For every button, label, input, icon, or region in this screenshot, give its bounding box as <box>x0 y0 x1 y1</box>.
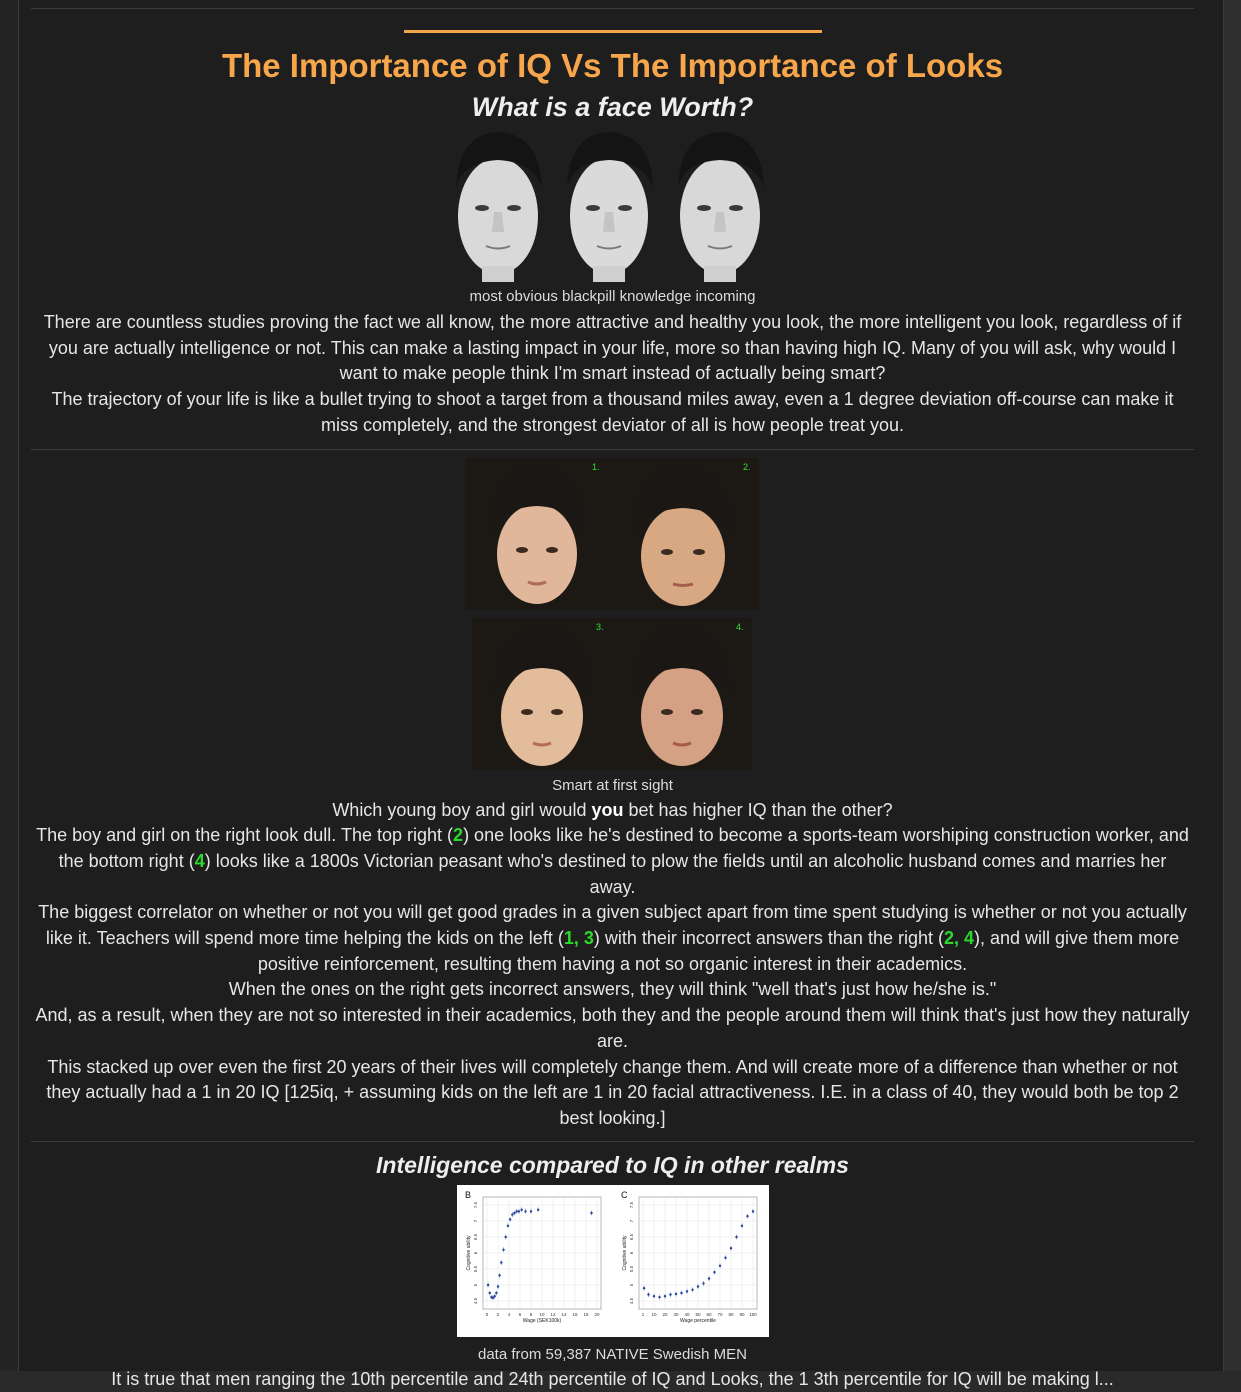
dull-ref-2: 2 <box>453 825 464 846</box>
iq-wage-charts <box>457 1185 769 1337</box>
chart-panel-label: B <box>464 1189 471 1200</box>
chart-point <box>740 1224 742 1226</box>
chart-point <box>652 1295 654 1297</box>
grades-ref-right: 2, 4 <box>943 928 975 949</box>
chart-x-tick-label: 10 <box>538 1311 545 1317</box>
kids-caption: Smart at first sight <box>552 776 673 794</box>
chart-point <box>488 1291 490 1293</box>
chart-y-tick-label: 7 <box>628 1219 634 1222</box>
grades-ref-left: 1, 3 <box>563 928 594 949</box>
question-text-b: bet has higher IQ than the other? <box>623 799 893 820</box>
chart-y-tick-label: 5 <box>628 1283 634 1286</box>
stacked-paragraph: This stacked up over even the first 20 years of their lives will completely change them. And will create more of a difference than whether or not they actually had a 1 in 20 IQ [125iq, + assuming kids on the left are 1 in 20 facial attractiveness. I.E. in a class of 40, they would both be top 2 best looking.] <box>46 1056 1179 1128</box>
chart-x-tick-label: 20 <box>593 1311 600 1317</box>
chart-y-tick-label: 6 <box>628 1251 634 1254</box>
chart-point <box>680 1291 682 1293</box>
right-scrollbar[interactable] <box>1222 0 1241 1371</box>
chart-point <box>504 1235 506 1237</box>
chart-x-tick-label: 20 <box>661 1311 668 1317</box>
dull-text-1: The boy and girl on the right look dull. The top right ( <box>36 825 454 846</box>
chart-x-tick-label: 1 <box>641 1311 644 1317</box>
chart-x-tick-label: 8 <box>529 1311 532 1317</box>
chart-y-tick-label: 4.5 <box>472 1297 478 1304</box>
chart-caption: data from 59,387 NATIVE Swedish MEN <box>477 1345 747 1363</box>
cutoff-paragraph: It is true that men ranging the 10th percentile and 24th percentile of IQ and Looks, the 1 3th percentile for IQ will be making l... <box>111 1368 1114 1389</box>
chart-point <box>590 1211 592 1213</box>
chart-x-tick-label: 12 <box>549 1311 556 1317</box>
page-title: The Importance of IQ Vs The Importance of Looks <box>221 47 1004 84</box>
chart-point <box>498 1274 500 1276</box>
grades-text-2: ) with their incorrect answers than the right ( <box>593 928 944 949</box>
chart-x-tick-label: 16 <box>571 1311 578 1317</box>
chart-point <box>536 1208 538 1210</box>
chart-x-axis-label: Wage percentile <box>679 1317 716 1324</box>
question-emphasis: you <box>591 799 624 820</box>
chart-point <box>642 1287 644 1289</box>
chart-x-tick-label: 6 <box>518 1311 521 1317</box>
chart-x-tick-label: 30 <box>672 1311 679 1317</box>
chart-point <box>513 1211 515 1213</box>
chart-y-tick-label: 4.5 <box>628 1297 634 1304</box>
chart-y-axis-label: Cognitive ability <box>621 1235 628 1271</box>
grades-paragraph <box>31 900 1194 977</box>
chart-point <box>669 1293 671 1295</box>
grades-text-1: The biggest correlator on whether or not you will get good grades in a given subject apart from time spent studying is whether or not you actually like it. Teachers will spend more time helping the kids on the left ( <box>38 902 1187 949</box>
face-composite-2 <box>559 128 659 282</box>
chart-point <box>506 1224 508 1226</box>
chart-point <box>735 1235 737 1237</box>
chart-point <box>713 1271 715 1273</box>
chart-point <box>500 1261 502 1263</box>
kid-label-2: 2. <box>742 461 751 472</box>
chart-x-tick-label: 60 <box>705 1311 712 1317</box>
chart-point <box>658 1296 660 1298</box>
chart-x-tick-label: 0 <box>485 1311 488 1317</box>
chart-x-tick-label: 2 <box>496 1311 499 1317</box>
chart-point <box>486 1283 488 1285</box>
chart-point <box>508 1218 510 1220</box>
left-rail <box>0 0 19 1371</box>
face-composites-image <box>448 128 778 282</box>
chart-y-tick-label: 5.5 <box>628 1265 634 1272</box>
intro-paragraph-1: There are countless studies proving the fact we all know, the more attractive and healthy you look, the more intelligent you look, regardless of if you are actually intelligence or not. This can make a lasting impact in your life, more so than having high IQ. Many of you will ask, why would I want to make people think I'm smart instead of actually being smart? <box>43 312 1182 384</box>
chart-x-tick-label: 90 <box>738 1311 745 1317</box>
chart-x-tick-label: 70 <box>716 1311 723 1317</box>
chart-y-tick-label: 7 <box>472 1219 478 1222</box>
chart-point <box>674 1292 676 1294</box>
chart-x-tick-label: 100 <box>748 1311 757 1317</box>
chart-x-tick-label: 4 <box>507 1311 510 1317</box>
chart-point <box>517 1210 519 1212</box>
dull-text-3: ) looks like a 1800s Victorian peasant who's destined to plow the fields until an alcoholic husband comes and marries her away. <box>204 850 1167 897</box>
chart-y-tick-label: 6.5 <box>628 1233 634 1240</box>
chart-point <box>511 1213 513 1215</box>
chart-x-tick-label: 80 <box>727 1311 734 1317</box>
chart-point <box>691 1288 693 1290</box>
face-composite-3 <box>670 128 770 282</box>
chart-point <box>496 1285 498 1287</box>
chart-x-tick-label: 40 <box>683 1311 690 1317</box>
chart-point <box>724 1256 726 1258</box>
kids-faces-image <box>466 458 760 772</box>
kid-face-3 <box>472 618 612 770</box>
chart-point <box>685 1290 687 1292</box>
dull-text-2: ) one looks like he's destined to become a sports-team worshiping construction worker, and the bottom right ( <box>58 825 1189 871</box>
chart-point <box>707 1277 709 1279</box>
page-subtitle: What is a face Worth? <box>471 92 754 122</box>
intro-paragraph-2: The trajectory of your life is like a bullet trying to shoot a target from a thousand miles away, even a 1 degree deviation off-course can make it miss completely, and the strongest deviator of all is how people treat you. <box>51 389 1174 435</box>
chart-x-tick-label: 50 <box>694 1311 701 1317</box>
kid-label-4: 4. <box>735 621 744 632</box>
question-line <box>31 798 1194 824</box>
chart-x-axis-label: Wage (SEK100k) <box>522 1317 561 1324</box>
chart-y-axis-label: Cognitive ability <box>465 1235 472 1271</box>
chart-point <box>515 1210 517 1212</box>
chart-point <box>702 1282 704 1284</box>
chart-point <box>751 1210 753 1212</box>
question-text-a: Which young boy and girl would <box>332 799 592 820</box>
chart-point <box>647 1293 649 1295</box>
chart-x-tick-label: 14 <box>560 1311 567 1317</box>
chart-point <box>493 1295 495 1297</box>
chart-point <box>663 1295 665 1297</box>
chart-y-tick-label: 5.5 <box>472 1265 478 1272</box>
chart-point <box>524 1210 526 1212</box>
chart-point <box>746 1215 748 1217</box>
chart-y-tick-label: 5 <box>472 1283 478 1286</box>
chart-x-tick-label: 10 <box>650 1311 657 1317</box>
section2-title: Intelligence compared to IQ in other realms <box>376 1151 849 1178</box>
kid-face-2 <box>608 458 759 610</box>
post-content <box>31 0 1194 1392</box>
dull-paragraph <box>31 823 1194 900</box>
kid-label-1: 1. <box>591 461 600 472</box>
chart-point <box>495 1291 497 1293</box>
iq-wage-charts-image <box>457 1185 769 1337</box>
chart-y-tick-label: 7.5 <box>628 1201 634 1208</box>
chart-y-tick-label: 6 <box>472 1251 478 1254</box>
faces-caption: most obvious blackpill knowledge incoming <box>469 288 756 305</box>
chart-point <box>718 1264 720 1266</box>
chart-y-tick-label: 7.5 <box>472 1201 478 1208</box>
post-body <box>18 0 1224 1389</box>
chart-y-tick-label: 6.5 <box>472 1233 478 1240</box>
chart-panel-label: C <box>620 1189 627 1200</box>
kid-face-1 <box>466 458 608 610</box>
chart-x-tick-label: 18 <box>582 1311 589 1317</box>
face-composite-1 <box>448 128 548 282</box>
chart-point <box>529 1210 531 1212</box>
chart-point <box>502 1248 504 1250</box>
academics-paragraph: And, as a result, when they are not so interested in their academics, both they and the people around them will think that's just how they naturally are. <box>35 1005 1190 1051</box>
dull-ref-4: 4 <box>194 850 205 871</box>
right-kids-paragraph: When the ones on the right gets incorrect answers, they will think "well that's just how he/she is." <box>228 979 997 1000</box>
chart-point <box>696 1285 698 1287</box>
chart-point <box>520 1208 522 1210</box>
grades-text-3: ), and will give them more positive reinforcement, resulting them having a not so organic interest in their academics. <box>257 928 1180 974</box>
chart-point <box>729 1247 731 1249</box>
kid-label-3: 3. <box>595 621 604 632</box>
kid-face-4 <box>612 618 752 770</box>
